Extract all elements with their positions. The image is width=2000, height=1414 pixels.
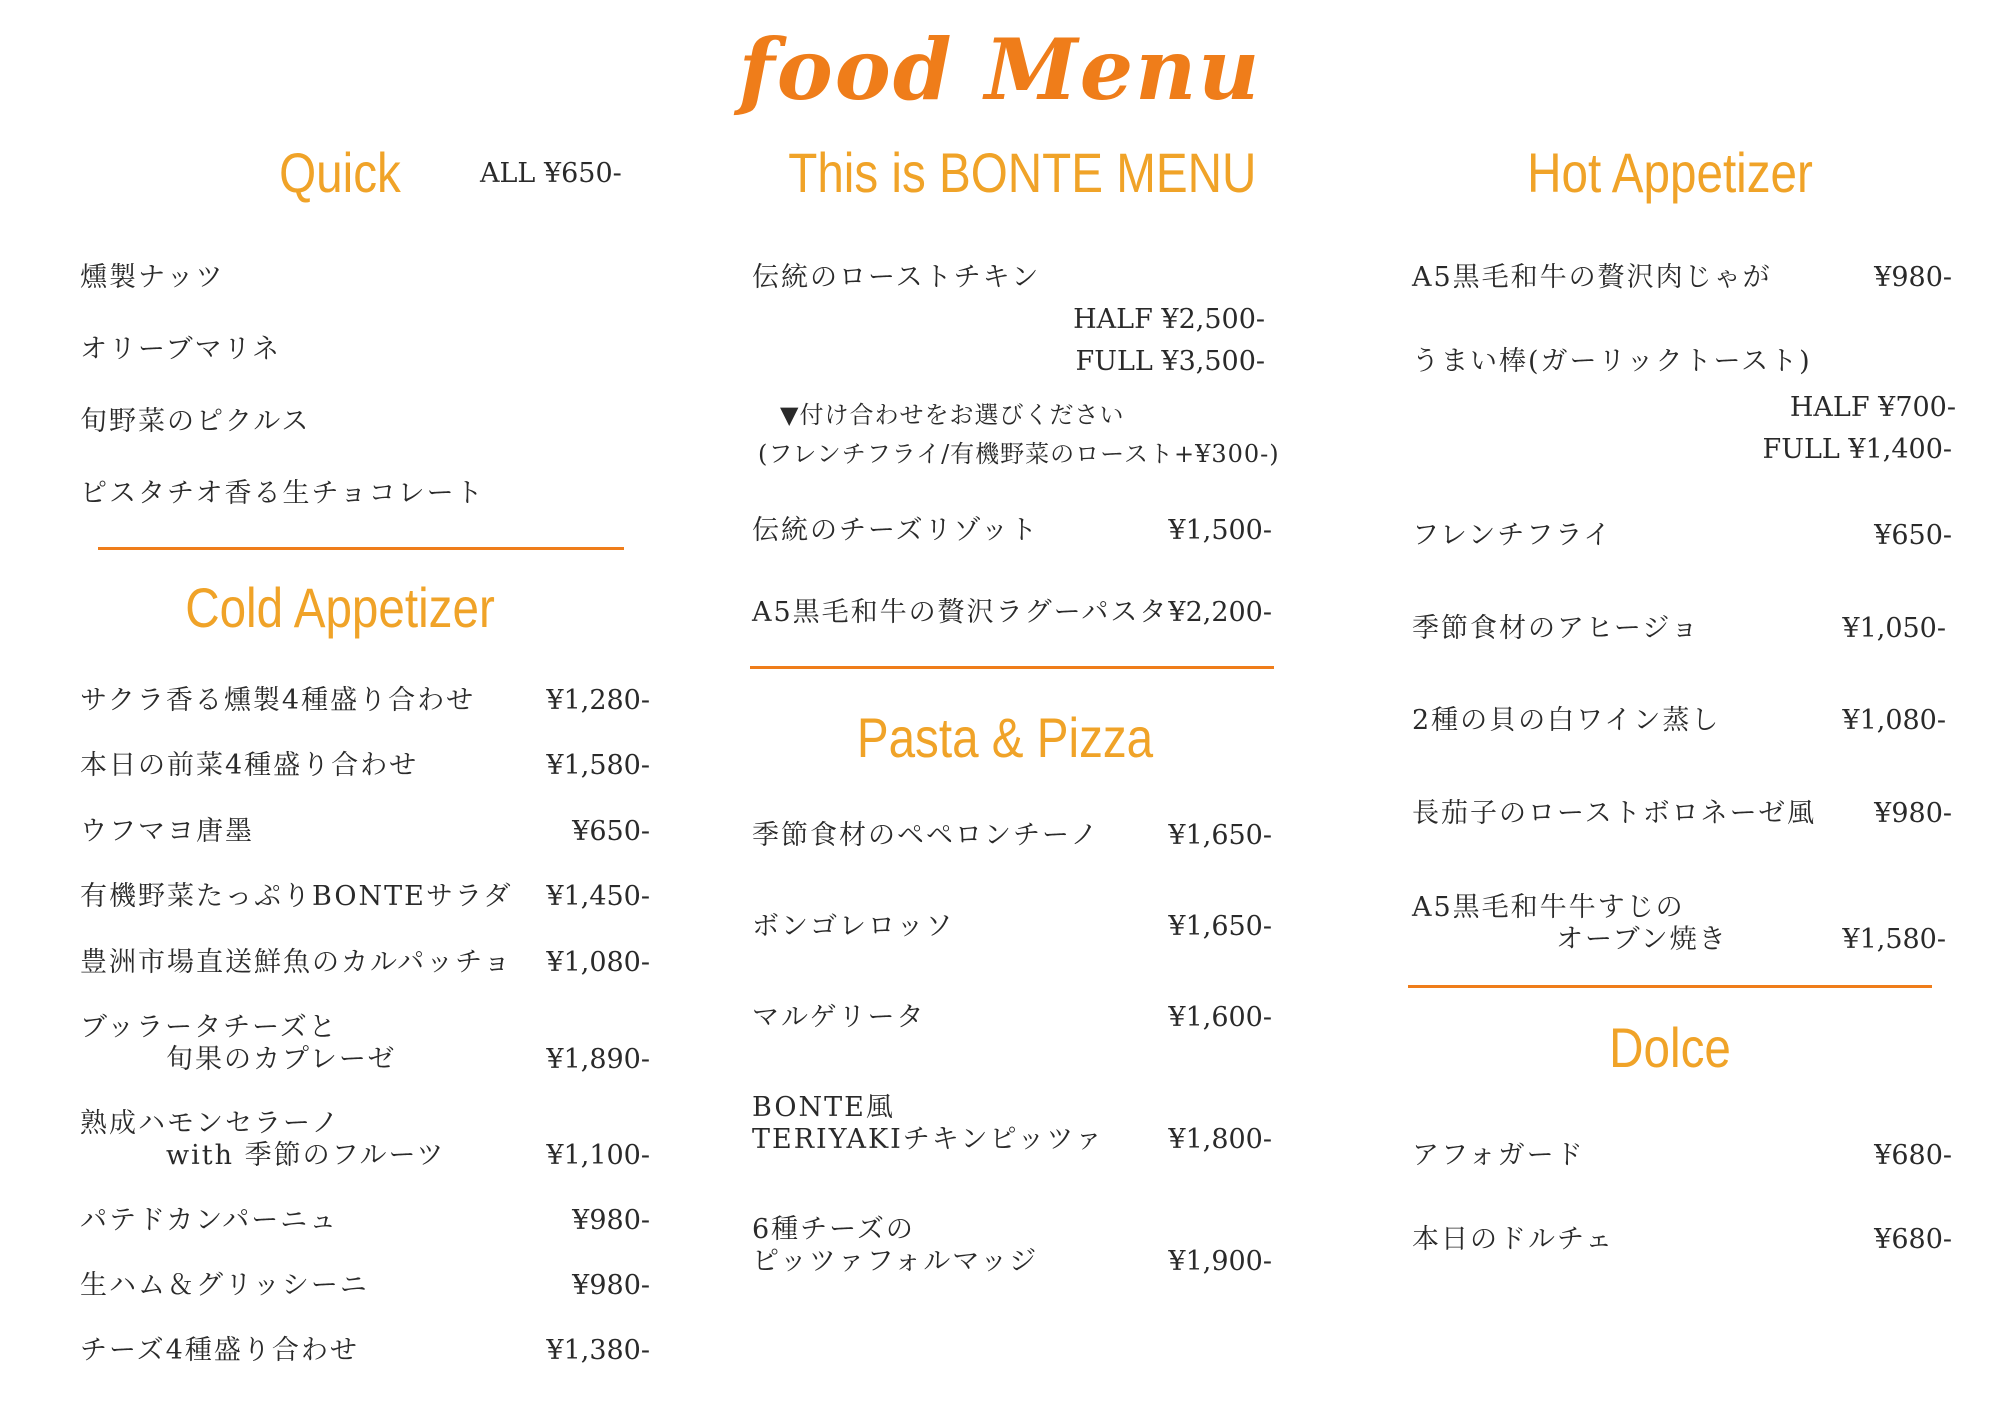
cold-item-price: ¥980- <box>572 1205 650 1236</box>
pasta-item-name: 6種チーズの <box>752 1214 915 1245</box>
bonte-menu-heading: This is BONTE MENU <box>788 141 1257 204</box>
divider <box>98 547 624 550</box>
roast-chicken-name: 伝統のローストチキン <box>752 262 1041 293</box>
cold-item-name: チーズ4種盛り合わせ <box>80 1335 359 1366</box>
cold-item-name: 豊洲市場直送鮮魚のカルパッチョ <box>80 947 513 978</box>
side-dish-prompt: ▼付け合わせをお選びください <box>780 401 1125 429</box>
cold-item-name: 生ハム＆グリッシーニ <box>80 1270 369 1301</box>
cold-appetizer-heading: Cold Appetizer <box>185 576 495 639</box>
pasta-item-price: ¥1,600- <box>1168 1002 1272 1033</box>
pasta-item-price: ¥1,650- <box>1168 911 1272 942</box>
cold-item-price: ¥1,280- <box>546 685 650 716</box>
umaibo-half-price: HALF ¥700- <box>1789 392 1956 423</box>
cold-item-name-line2: with 季節のフルーツ <box>166 1140 446 1171</box>
hot-item-price: ¥1,050- <box>1842 613 1946 644</box>
hot-item-price: ¥980- <box>1874 262 1952 293</box>
cold-item-price: ¥1,380- <box>546 1335 650 1366</box>
roast-chicken-full-price: FULL ¥3,500- <box>1075 346 1265 377</box>
cold-item-name: 熟成ハモンセラーノ <box>80 1108 341 1139</box>
bonte-item-name: 伝統のチーズリゾット <box>752 515 1040 546</box>
cold-item-price: ¥1,890- <box>546 1044 650 1075</box>
cold-item-name: 有機野菜たっぷりBONTEサラダ <box>80 881 513 912</box>
umaibo-full-price: FULL ¥1,400- <box>1762 434 1952 465</box>
hot-item-price: ¥1,080- <box>1842 705 1946 736</box>
hot-item-name: 長茄子のローストボロネーゼ風 <box>1412 798 1817 829</box>
hot-item-price: ¥980- <box>1874 798 1952 829</box>
hot-item-price: ¥1,580- <box>1842 924 1946 955</box>
cold-item-name: サクラ香る燻製4種盛り合わせ <box>80 685 476 716</box>
dolce-item-name: アフォガード <box>1412 1140 1585 1171</box>
cold-item-name-line2: 旬果のカプレーゼ <box>166 1044 397 1075</box>
hot-item-name: うまい棒(ガーリックトースト) <box>1412 346 1812 377</box>
hot-appetizer-heading: Hot Appetizer <box>1527 141 1813 204</box>
cold-item-name: ブッラータチーズと <box>80 1012 338 1043</box>
pasta-item-name: マルゲリータ <box>752 1002 926 1033</box>
pasta-item-name-line2: TERIYAKIチキンピッツァ <box>752 1124 1105 1155</box>
cold-item-price: ¥1,580- <box>546 750 650 781</box>
bonte-item-name: A5黒毛和牛の贅沢ラグーパスタ <box>752 597 1169 628</box>
hot-item-price: ¥650- <box>1874 520 1952 551</box>
quick-heading: Quick <box>279 141 401 204</box>
pasta-item-name-line2: ピッツァフォルマッジ <box>752 1246 1039 1277</box>
pasta-item-name: BONTE風 <box>752 1092 895 1123</box>
pasta-item-name: ボンゴレロッソ <box>752 911 955 942</box>
bonte-item-price: ¥1,500- <box>1168 515 1272 546</box>
hot-item-name: A5黒毛和牛の贅沢肉じゃが <box>1412 262 1772 293</box>
dolce-item-price: ¥680- <box>1874 1140 1952 1171</box>
hot-item-name: フレンチフライ <box>1412 520 1613 551</box>
cold-item-price: ¥980- <box>572 1270 650 1301</box>
dolce-item-price: ¥680- <box>1874 1224 1952 1255</box>
cold-item-name: パテドカンパーニュ <box>80 1205 339 1236</box>
hot-item-name-line2: オーブン焼き <box>1556 924 1728 955</box>
cold-item-name: ウフマヨ唐墨 <box>80 816 254 847</box>
pasta-item-price: ¥1,650- <box>1168 820 1272 851</box>
hot-item-name: A5黒毛和牛牛すじの <box>1412 892 1685 923</box>
quick-item: オリーブマリネ <box>80 334 282 365</box>
bonte-item-price: ¥2,200- <box>1168 597 1272 628</box>
pasta-pizza-heading: Pasta & Pizza <box>856 706 1154 769</box>
pasta-item-name: 季節食材のペペロンチーノ <box>752 820 1100 851</box>
cold-item-price: ¥1,450- <box>546 881 650 912</box>
roast-chicken-half-price: HALF ¥2,500- <box>1073 304 1265 335</box>
cold-item-price: ¥1,080- <box>546 947 650 978</box>
quick-price-note: ALL ¥650- <box>480 158 622 189</box>
side-dish-options: (フレンチフライ/有機野菜のロースト+¥300-) <box>758 440 1280 468</box>
dolce-item-name: 本日のドルチェ <box>1412 1224 1615 1255</box>
quick-item: 旬野菜のピクルス <box>80 406 311 437</box>
menu-title: food Menu <box>738 20 1262 119</box>
divider <box>1408 985 1932 988</box>
pasta-item-price: ¥1,800- <box>1168 1124 1272 1155</box>
cold-item-price: ¥650- <box>572 816 650 847</box>
cold-item-name: 本日の前菜4種盛り合わせ <box>80 750 419 781</box>
hot-item-name: 2種の貝の白ワイン蒸し <box>1412 705 1721 736</box>
divider <box>750 666 1274 669</box>
dolce-heading: Dolce <box>1609 1016 1731 1079</box>
hot-item-name: 季節食材のアヒージョ <box>1412 613 1700 644</box>
quick-item: ピスタチオ香る生チョコレート <box>80 478 485 509</box>
pasta-item-price: ¥1,900- <box>1168 1246 1272 1277</box>
cold-item-price: ¥1,100- <box>546 1140 650 1171</box>
quick-item: 燻製ナッツ <box>80 262 225 293</box>
